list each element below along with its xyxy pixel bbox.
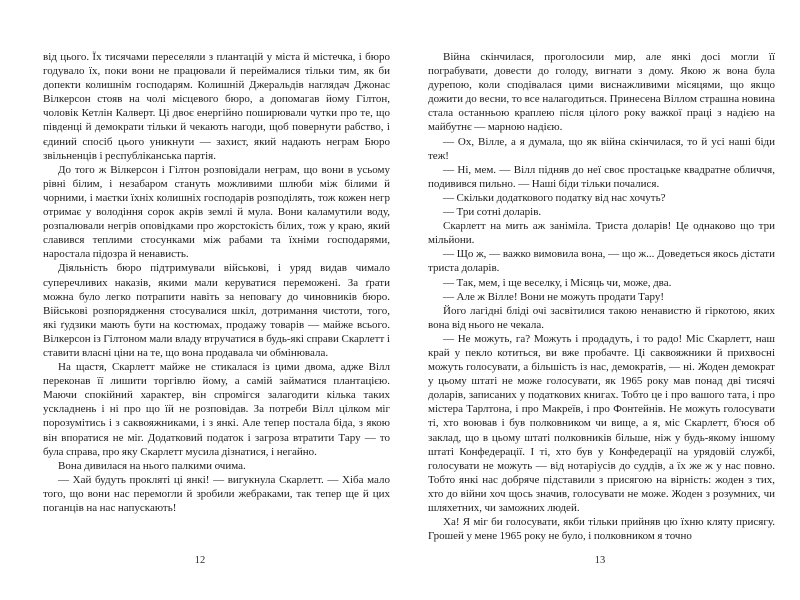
paragraph: Війна скінчилася, проголосили мир, але янкі досі могли її пограбувати, довести до голоду, вигнати з дому. Якою ж вона була дурепою, коли сподівалася цими виснажливими місяцями, що якщо дожити до весни, то все налагодиться. Принесена Віллом страшна новина стала останньою краплею після цілого року важкої праці з надією на майбутнє — марною надією. [428,51,775,134]
paragraph: — Три сотні доларів. [443,206,542,219]
paragraph: Вона дивилася на нього палкими очима. [58,459,246,472]
paragraph: — Скільки додаткового податку від нас хочуть? [443,191,666,204]
page-right [428,50,775,543]
paragraph: — Хай будуть прокляті ці янкі! — вигукнула Скарлетт. — Хіба мало того, що вони нас перемогли й зробили жебраками, так тепер ще й цих поганців на нас напускають! [43,473,390,514]
paragraph: від цього. Їх тисячами переселяли з плантацій у міста й містечка, і бюро годувало їх, поки вони не працювали й переймалися тільки тим, як би допекти колишнім господарям. Колишній Джеральдів наглядач Джонас Вілкерсон стояв на чолі місцевого бюро, а допомагав йому Гілтон, чоловік Кетлін Калверт. Ці двоє енергійно поширювали чутки про те, що південці й демократи тільки й чекають нагоди, щоб повернути рабство, і єдиний спосіб цього уникнути — захист, який надають неграм Бюро звільненців і республіканська партія. [43,51,390,162]
paragraph: — Так, мем, і ще веселку, і Місяць чи, може, два. [443,276,672,289]
paragraph: Його лагідні бліді очі засвітилися такою ненавистю й гіркотою, яких вона від нього не чекала. [428,304,775,331]
paragraph: Ха! Я міг би голосувати, якби тільки прийняв цю їхню кляту присягу. Грошей у мене 1965 року не було, і полковником я точно [428,516,775,543]
paragraph: На щастя, Скарлетт майже не стикалася із цими двома, адже Вілл переконав її лишити торгівлю йому, а самій займатися плантацією. Маючи спокійний характер, він спромігся залагодити кілька таких ускладнень і ні про що їй не розповідав. За потреби Вілл цілком міг порозумітись і з саквояжниками, і з янкі. Але тепер постала біда, з якою він впоратися не міг. Додатковий податок і загроза втратити Тару — то була справа, про яку Скарлетт мусила дізнатися, і негайно. [43,361,390,458]
page-left [43,50,390,515]
paragraph: Скарлетт на мить аж заніміла. Триста доларів! Це однаково що три мільйони. [428,220,775,247]
paragraph: — Ні, мем. — Вілл підняв до неї своє простацьке квадратне обличчя, подивився пильно. — Наші біди тільки почалися. [428,163,775,190]
paragraph: — Що ж, — важко вимовила вона, — що ж... Доведеться якось дістати триста доларів. [428,248,775,275]
paragraph: Діяльність бюро підтримували військові, і уряд видав чимало суперечливих наказів, якими мали керуватися переможені. За ґрати можна було легко потрапити навіть за неповагу до чиновників бюро. Військові розпорядження стосувалися шкіл, дотримання чистоти, того, які ґудзики мають бути на костюмах, продажу товарів — майже всього. Вілкерсон із Гілтоном мали владу втручатися в будь-які справи Скарлетт і ставити власні ціни на те, що вона продавала чи обмінювала. [43,262,390,359]
paragraph: До того ж Вілкерсон і Гілтон розповідали неграм, що вони в усьому рівні білим, і незабаром стануть можливими шлюби між білими й чорними, і маєтки їхніх колишніх господарів розподілять, тож кожен негр отримає у володіння сорок акрів землі й мула. Вони каламутили воду, розпалювали негрів оповідками про жорстокість білих, тож у краю, який славився теплими стосунками між рабами та їхніми господарями, наростала підозра й ненависть. [43,163,390,261]
paragraph: — Не можуть, га? Можуть і продадуть, і то радо! Міс Скарлетт, наш край у пекло котиться, ви вже пробачте. Ці саквояжники й прихвосні можуть голосувати, а більшість із нас, демократів, — ні. Жоден демократ у цьому штаті не може голосувати, як 1965 року мав понад дві тисячі доларів, записаних у податкових книгах. Тобто це і про вашого тата, і про містера Тарлтона, і про Макреїв, і про Фонтейнів. Не можуть голосувати ті, хто воював і був полковником чи вище, а я, міс Скарлетт, б'юся об заклад, що в цьому штаті полковників більше, ніж у будь-якому іншому штаті Конфедерації. І ті, хто був у Конфедерації на урядовій службі, голосувати не можуть — від нотаріусів до суддів, а їх же ж у нас повно. Тобто янкі нас добряче підставили з присягою на вірність: жоден з тих, хто до війни хоч щось значив, голосувати не може. Жоден з розумних, чи шляхетних, чи заможних людей. [428,332,775,514]
paragraph: — Ох, Вілле, а я думала, що як війна скінчилася, то й усі наші біди теж! [428,135,775,162]
page-number-right: 13 [594,555,606,566]
page-number-left: 12 [194,555,206,566]
paragraph: — Але ж Вілле! Вони не можуть продати Тару! [443,290,665,303]
